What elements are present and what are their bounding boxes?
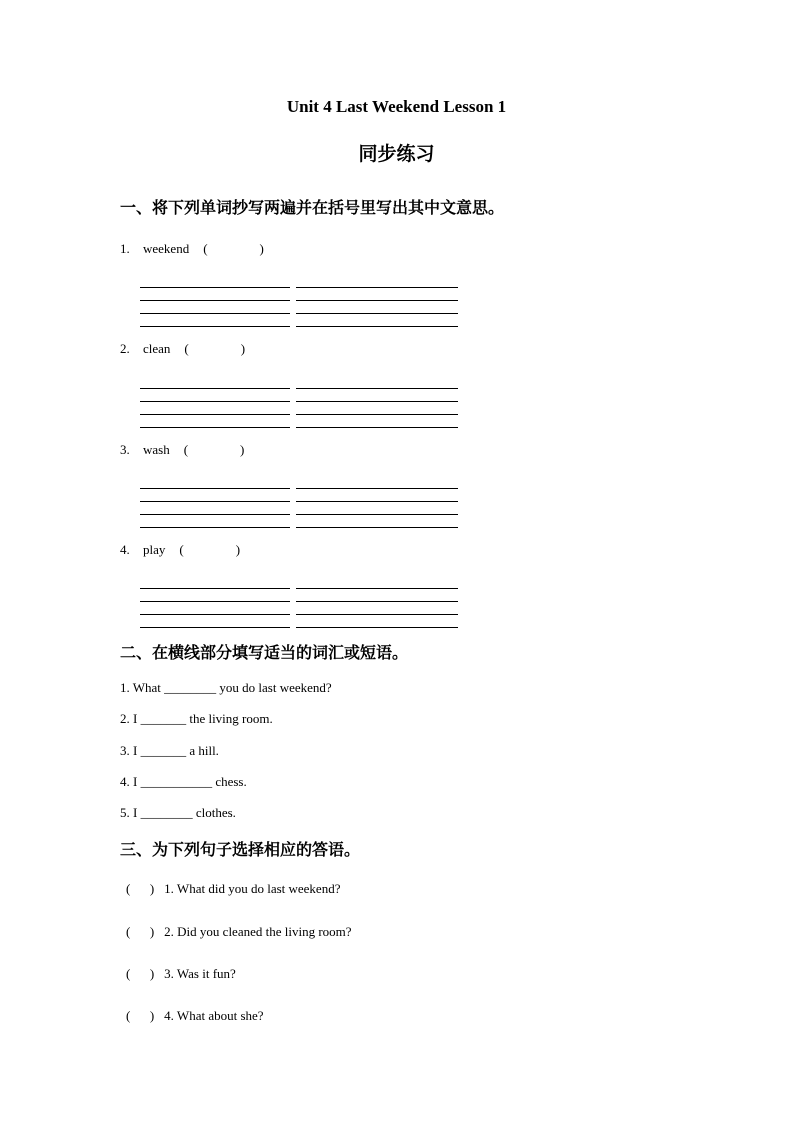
writing-line bbox=[296, 389, 458, 402]
writing-grid-4 bbox=[140, 576, 673, 628]
writing-line bbox=[296, 402, 458, 415]
writing-line bbox=[140, 415, 290, 428]
answer-parentheses: ( ) bbox=[126, 965, 155, 981]
writing-line bbox=[140, 376, 290, 389]
meaning-bracket: ( ) bbox=[179, 541, 242, 557]
question-text: 4. What about she? bbox=[164, 1008, 264, 1023]
writing-line bbox=[140, 615, 290, 628]
writing-line bbox=[140, 489, 290, 502]
writing-line bbox=[296, 415, 458, 428]
writing-grid-2 bbox=[140, 376, 673, 428]
question-text: 2. Did you cleaned the living room? bbox=[164, 923, 352, 939]
writing-column bbox=[140, 476, 290, 528]
writing-line bbox=[140, 275, 290, 288]
answer-parentheses: ( ) bbox=[126, 923, 155, 939]
meaning-bracket: ( ) bbox=[183, 441, 246, 457]
writing-column bbox=[296, 476, 458, 528]
writing-line bbox=[140, 589, 290, 602]
section-copy-words bbox=[120, 199, 673, 628]
writing-line bbox=[296, 615, 458, 628]
section-3-heading: 三、为下列句子选择相应的答语。 bbox=[120, 842, 361, 860]
question-text: 3. Was it fun? bbox=[164, 965, 236, 981]
meaning-bracket: ( ) bbox=[203, 241, 265, 256]
writing-grid-1 bbox=[140, 275, 673, 327]
section-2-heading: 二、在横线部分填写适当的词汇或短语。 bbox=[120, 645, 409, 662]
writing-line bbox=[296, 314, 458, 327]
writing-line bbox=[140, 476, 290, 489]
page-subtitle: 同步练习 bbox=[358, 144, 435, 166]
writing-line bbox=[296, 476, 458, 489]
writing-line bbox=[140, 402, 290, 415]
writing-line bbox=[296, 502, 458, 515]
writing-column bbox=[296, 376, 458, 428]
answer-parentheses: ( ) bbox=[126, 1008, 155, 1023]
writing-line bbox=[140, 515, 290, 528]
answer-parentheses: ( ) bbox=[126, 881, 155, 897]
word-item-weekend bbox=[120, 241, 673, 257]
writing-line bbox=[296, 515, 458, 528]
writing-line bbox=[296, 576, 458, 589]
writing-line bbox=[140, 576, 290, 589]
writing-column bbox=[140, 275, 290, 327]
choice-item-3 bbox=[120, 966, 673, 982]
word-item-clean bbox=[120, 341, 673, 357]
fill-item-4: 4. I ___________ chess. bbox=[120, 773, 247, 789]
writing-grid-3 bbox=[140, 476, 673, 528]
section-fill-blanks bbox=[120, 644, 673, 821]
choice-item-4 bbox=[120, 1008, 673, 1024]
fill-item-2: 2. I _______ the living room. bbox=[120, 711, 273, 727]
writing-line bbox=[296, 589, 458, 602]
word-text: wash bbox=[143, 441, 170, 457]
question-text: 1. What did you do last weekend? bbox=[164, 881, 341, 897]
item-number: 2. bbox=[120, 341, 130, 357]
writing-column bbox=[296, 576, 458, 628]
word-text: play bbox=[143, 541, 166, 557]
section-1-heading: 一、将下列单词抄写两遍并在括号里写出其中文意思。 bbox=[120, 200, 505, 217]
writing-column bbox=[140, 576, 290, 628]
writing-line bbox=[296, 275, 458, 288]
writing-line bbox=[140, 389, 290, 402]
writing-line bbox=[296, 376, 458, 389]
writing-line bbox=[140, 288, 290, 301]
fill-item-1: 1. What ________ you do last weekend? bbox=[120, 680, 332, 695]
fill-item-5: 5. I ________ clothes. bbox=[120, 805, 236, 820]
writing-line bbox=[140, 602, 290, 615]
writing-line bbox=[140, 301, 290, 314]
writing-column bbox=[140, 376, 290, 428]
meaning-bracket: ( ) bbox=[184, 341, 247, 357]
word-text: weekend bbox=[143, 241, 190, 256]
item-number: 4. bbox=[120, 541, 130, 557]
writing-line bbox=[140, 314, 290, 327]
fill-item-3: 3. I _______ a hill. bbox=[120, 742, 219, 758]
writing-column bbox=[296, 275, 458, 327]
item-number: 1. bbox=[120, 241, 130, 256]
word-text: clean bbox=[143, 341, 171, 357]
writing-line bbox=[140, 502, 290, 515]
item-number: 3. bbox=[120, 441, 130, 457]
word-item-play bbox=[120, 542, 673, 558]
choice-item-1 bbox=[120, 881, 673, 897]
page-title: Unit 4 Last Weekend Lesson 1 bbox=[286, 97, 507, 116]
writing-line bbox=[296, 301, 458, 314]
choice-item-2 bbox=[120, 924, 673, 940]
writing-line bbox=[296, 288, 458, 301]
section-choose-answers bbox=[120, 841, 673, 1024]
writing-line bbox=[296, 602, 458, 615]
word-item-wash bbox=[120, 442, 673, 458]
writing-line bbox=[296, 489, 458, 502]
